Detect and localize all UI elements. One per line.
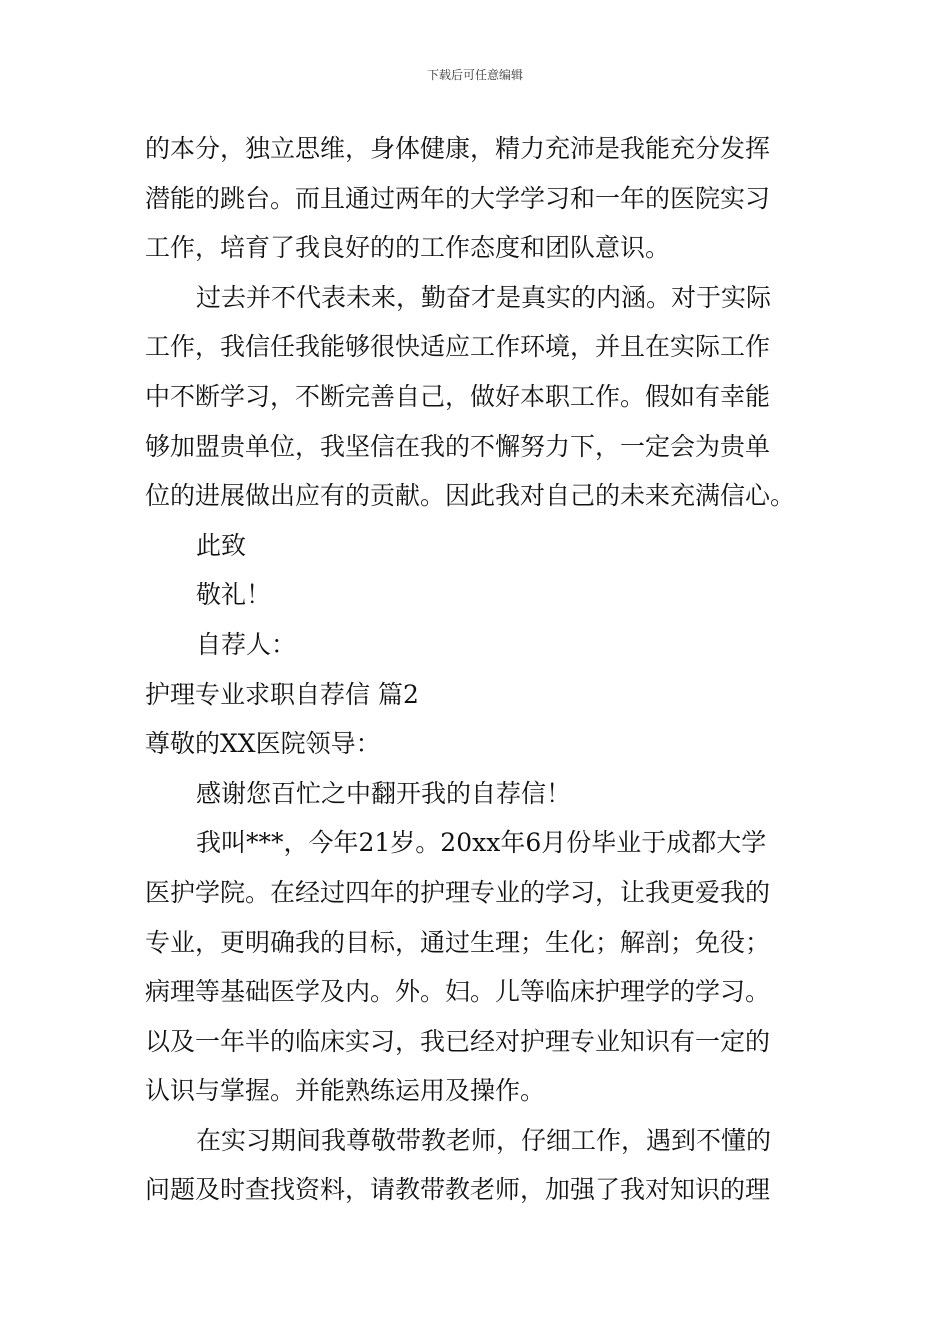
text-line: 在实习期间我尊敬带教老师，仔细工作，遇到不懂的 [196,1125,772,1155]
text-line: 认识与掌握。并能熟练运用及操作。 [145,1076,546,1106]
text-line: 自荐人： [196,629,297,659]
text-line: 尊敬的XX医院领导： [145,729,381,759]
text-line: 感谢您百忙之中翻开我的自荐信！ [196,778,572,808]
page-header: 下载后可任意编辑 [426,68,523,82]
text-line: 过去并不代表未来，勤奋才是真实的内涵。对于实际 [196,282,772,312]
text-line: 病理等基础医学及内。外。妇。儿等临床护理学的学习。 [145,977,771,1007]
text-line: 敬礼！ [196,580,272,610]
document-body [145,124,807,1215]
text-line: 工作，我信任我能够很快适应工作环境，并且在实际工作 [145,332,771,362]
text-line: 工作，培育了我良好的的工作态度和团队意识。 [145,233,671,263]
text-line: 我叫***，今年21岁。20xx年6月份毕业于成都大学 [196,828,767,858]
text-line: 护理专业求职自荐信 篇2 [145,679,419,709]
text-line: 专业，更明确我的目标，通过生理；生化；解剖；免役； [145,927,771,957]
text-line: 问题及时查找资料，请教带教老师，加强了我对知识的理 [145,1175,771,1205]
text-line: 中不断学习，不断完善自己，做好本职工作。假如有幸能 [145,381,771,411]
text-line: 潜能的跳台。而且通过两年的大学学习和一年的医院实习 [145,183,771,213]
text-line: 够加盟贵单位，我坚信在我的不懈努力下，一定会为贵单 [145,431,771,461]
text-line: 以及一年半的临床实习，我已经对护理专业知识有一定的 [145,1026,771,1056]
text-line: 此致 [196,530,247,560]
text-line: 的本分，独立思维，身体健康，精力充沛是我能充分发挥 [145,134,771,163]
text-line: 位的进展做出应有的贡献。因此我对自己的未来充满信心。 [145,481,796,511]
text-line: 医护学院。在经过四年的护理专业的学习，让我更爱我的 [145,877,771,907]
